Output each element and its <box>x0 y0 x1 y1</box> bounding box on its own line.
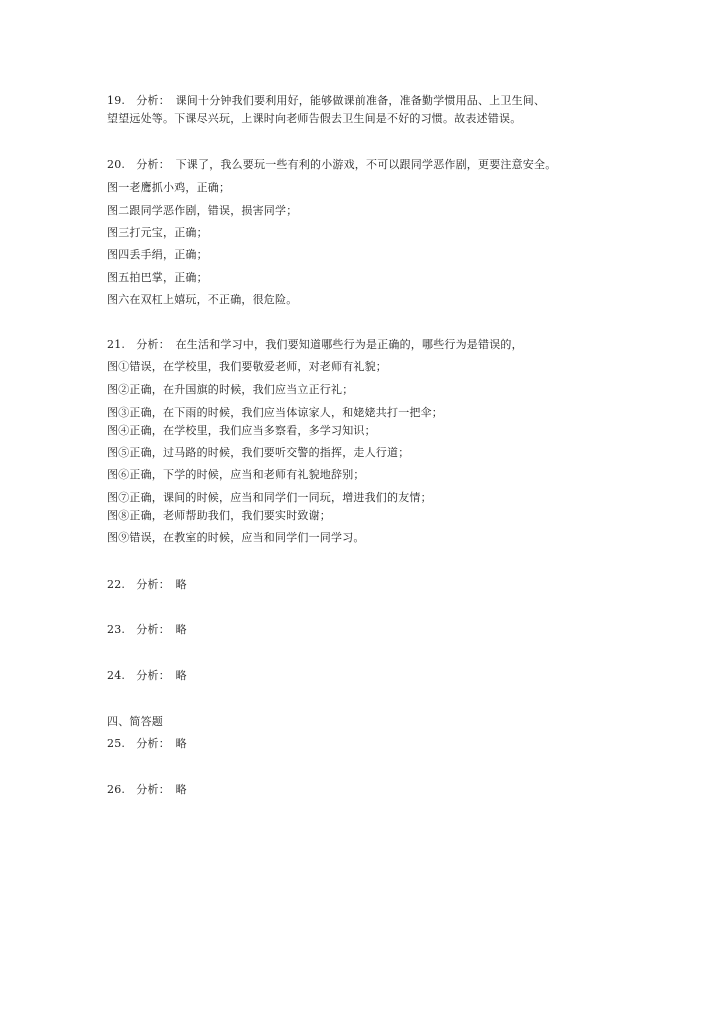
q19-analysis-line-2: 望望远处等。下课尽兴玩，上课时向老师告假去卫生间是不好的习惯。故表述错误。 <box>107 112 522 125</box>
q20-item: 图四丢手绢，正确； <box>107 248 208 261</box>
q22-analysis: 22. 分析： 略 <box>107 578 187 591</box>
q21-item: 图⑨错误，在教室的时候，应当和同学们一同学习。 <box>107 531 365 544</box>
q20-item: 图二跟同学恶作剧，错误，损害同学； <box>107 204 298 217</box>
q21-item: 图⑧正确，老师帮助我们，我们要实时致谢； <box>107 509 331 522</box>
q20-item: 图五拍巴掌，正确； <box>107 271 208 284</box>
q21-analysis-header: 21. 分析： 在生活和学习中，我们要知道哪些行为是正确的，哪些行为是错误的， <box>107 338 523 351</box>
q20-item: 图六在双杠上嬉玩，不正确，很危险。 <box>107 293 298 306</box>
q19-analysis-line-1: 19. 分析： 课间十分钟我们要利用好，能够做课前准备，准备勤学惯用品、上卫生间、 <box>107 94 546 107</box>
q21-item: 图①错误，在学校里，我们要敬爱老师，对老师有礼貌； <box>107 360 387 373</box>
section-heading: 四、简答题 <box>107 715 163 728</box>
q20-analysis-header: 20. 分析： 下课了，我么要玩一些有利的小游戏，不可以跟同学恶作剧，更要注意安全。 <box>107 158 557 171</box>
q20-item: 图一老鹰抓小鸡，正确； <box>107 181 231 194</box>
q24-analysis: 24. 分析： 略 <box>107 669 187 682</box>
q21-item: 图②正确，在升国旗的时候，我们应当立正行礼； <box>107 383 354 396</box>
q21-item: 图③正确，在下雨的时候，我们应当体谅家人，和姥姥共打一把伞； <box>107 406 443 419</box>
q21-item: 图④正确，在学校里，我们应当多察看，多学习知识； <box>107 424 376 437</box>
q26-analysis: 26. 分析： 略 <box>107 783 187 796</box>
q20-item: 图三打元宝，正确； <box>107 226 208 239</box>
q21-item: 图⑥正确，下学的时候，应当和老师有礼貌地辞别； <box>107 468 365 481</box>
q21-item: 图⑤正确，过马路的时候，我们要听交警的指挥，走人行道； <box>107 446 410 459</box>
q21-item: 图⑦正确，课间的时候，应当和同学们一同玩，增进我们的友情； <box>107 491 432 504</box>
q25-analysis: 25. 分析： 略 <box>107 737 187 750</box>
q23-analysis: 23. 分析： 略 <box>107 623 187 636</box>
